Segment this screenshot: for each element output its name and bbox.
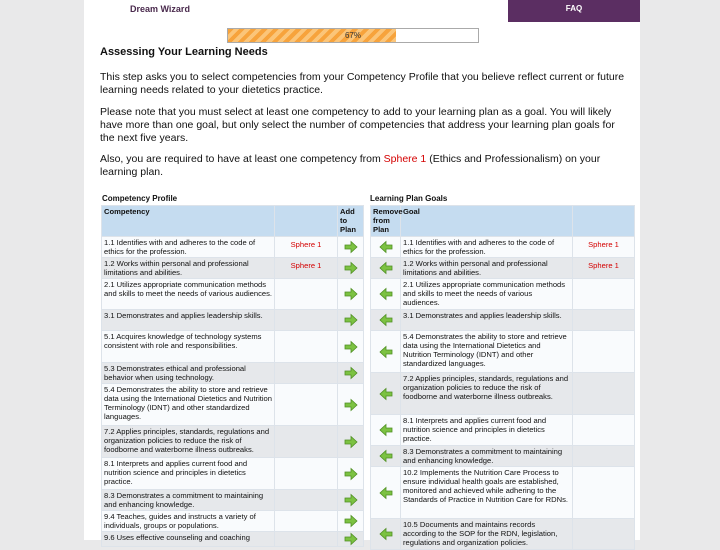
add-to-plan-button[interactable] [338,458,364,490]
app-title: Dream Wizard [130,4,190,14]
goals-header-row [371,206,635,237]
goal-row [371,237,635,258]
competency-row [102,237,364,258]
goal-row [371,258,635,279]
competency-profile-title: Competency Profile [102,194,178,203]
add-to-plan-button[interactable] [338,237,364,258]
sphere-label [275,384,338,426]
sphere-label: Sphere 1 [573,237,635,258]
sphere-label: Sphere 1 [573,258,635,279]
goal-text: 10.5 Documents and maintains records according to the SOP for the RDN, legislation, regulations and organization policies. [401,519,573,550]
remove-from-plan-button[interactable] [371,258,401,279]
remove-from-plan-button[interactable] [371,446,401,467]
sphere-label [275,458,338,490]
competency-text: 5.1 Acquires knowledge of technology systems consistent with role and responsibilities. [102,331,275,363]
competency-text: 5.3 Demonstrates ethical and professional behavior when using technology. [102,363,275,384]
add-to-plan-button[interactable] [338,363,364,384]
goal-text: 7.2 Applies principles, standards, regulations and organization policies to reduce the risk of foodborne and waterborne illness outbreaks. [401,373,573,415]
requirement-text-end: (Ethics and Professionalism) on your learning plan. [100,153,601,178]
sphere-label [573,310,635,331]
competency-profile-table [101,205,364,547]
competency-text: 1.2 Works within personal and professional limitations and abilities. [102,258,275,279]
remove-from-plan-button[interactable] [371,415,401,446]
sphere-label [275,310,338,331]
arrow-right-icon [344,289,358,298]
sphere-label [573,279,635,310]
remove-from-plan-button[interactable] [371,373,401,415]
column-header-competency: Competency [102,206,275,237]
sphere-label [275,490,338,511]
arrow-right-icon [344,400,358,409]
add-to-plan-button[interactable] [338,384,364,426]
progress-label: 67% [344,31,361,40]
goal-row [371,446,635,467]
column-header-sphere [573,206,635,237]
competency-row [102,490,364,511]
sphere-label [573,519,635,550]
requirement-paragraph [100,153,632,179]
sphere-label [573,331,635,373]
arrow-left-icon [379,529,393,538]
remove-from-plan-button[interactable] [371,279,401,310]
arrow-left-icon [379,315,393,324]
column-header-goal: Goal [401,206,573,237]
goal-row [371,415,635,446]
remove-from-plan-button[interactable] [371,331,401,373]
competency-text: 5.4 Demonstrates the ability to store and retrieve data using the International Dietetics and Nutrition Terminology (IDNT) and other standardized languages. [102,384,275,426]
goal-text: 5.4 Demonstrates the ability to store and retrieve data using the International Dietetics and Nutrition Terminology (IDNT) and other standardized languages. [401,331,573,373]
sphere-label [275,426,338,458]
add-to-plan-button[interactable] [338,331,364,363]
intro-paragraph: This step asks you to select competencies from your Competency Profile that you believe reflect current or future learning needs related to your dietetics practice. [100,71,625,96]
remove-from-plan-button[interactable] [371,310,401,331]
competency-text: 3.1 Demonstrates and applies leadership skills. [102,310,275,331]
goal-row [371,310,635,331]
goal-row [371,373,635,415]
competency-row [102,279,364,310]
competency-text: 2.1 Utilizes appropriate communication methods and skills to meet the needs of various audiences. [102,279,275,310]
profile-header-row [102,206,364,237]
learning-plan-goals-title: Learning Plan Goals [370,194,448,203]
competency-row [102,331,364,363]
add-to-plan-button[interactable] [338,279,364,310]
arrow-left-icon [379,389,393,398]
sphere-label: Sphere 1 [275,258,338,279]
note-paragraph: Please note that you must select at least one competency to add to your learning plan as a goal. You will likely have more than one goal, but only select the number of competencies that address your learning plan goals for the next five years. [100,106,615,144]
sphere-label [275,511,338,532]
requirement-text-start: Also, you are required to have at least one competency from [100,153,384,165]
sphere-label [275,532,338,547]
goal-row [371,467,635,519]
arrow-right-icon [344,315,358,324]
goal-text: 1.2 Works within personal and professional limitations and abilities. [401,258,573,279]
sphere-label [275,279,338,310]
sphere-1-link[interactable]: Sphere 1 [383,153,427,165]
competency-text: 8.3 Demonstrates a commitment to maintaining and enhancing knowledge. [102,490,275,511]
goal-text: 8.1 Interprets and applies current food and nutrition science and principles in dietetics practice. [401,415,573,446]
arrow-right-icon [344,368,358,377]
sphere-label [573,373,635,415]
goal-row [371,279,635,310]
competency-row [102,458,364,490]
competency-text: 9.6 Uses effective counseling and coaching [102,532,275,547]
goal-text: 1.1 Identifies with and adheres to the code of ethics for the profession. [401,237,573,258]
arrow-right-icon [344,516,358,525]
sphere-label: Sphere 1 [275,237,338,258]
learning-plan-goals-table [370,205,635,550]
goal-text: 8.3 Demonstrates a commitment to maintaining and enhancing knowledge. [401,446,573,467]
remove-from-plan-button[interactable] [371,237,401,258]
goal-row [371,519,635,550]
add-to-plan-button[interactable] [338,490,364,511]
add-to-plan-button[interactable] [338,511,364,532]
arrow-right-icon [344,263,358,272]
goal-text: 10.2 Implements the Nutrition Care Process to ensure individual health goals are established, monitored and achieved while adhering to the Standards of Practice in Nutrition Care for RDNs. [401,467,573,519]
goal-text: 2.1 Utilizes appropriate communication methods and skills to meet the needs of various audiences. [401,279,573,310]
competency-text: 7.2 Applies principles, standards, regulations and organization policies to reduce the risk of foodborne and waterborne illness outbreaks. [102,426,275,458]
competency-row [102,258,364,279]
arrow-right-icon [344,437,358,446]
column-header-add: Add to Plan [338,206,364,237]
remove-from-plan-button[interactable] [371,519,401,550]
competency-row [102,363,364,384]
competency-row [102,384,364,426]
add-to-plan-button[interactable] [338,426,364,458]
sphere-label [573,467,635,519]
add-to-plan-button[interactable] [338,532,364,547]
competency-row [102,511,364,532]
add-to-plan-button[interactable] [338,258,364,279]
add-to-plan-button[interactable] [338,310,364,331]
goal-row [371,331,635,373]
sphere-label [275,363,338,384]
arrow-right-icon [344,495,358,504]
remove-from-plan-button[interactable] [371,467,401,519]
competency-row [102,532,364,547]
arrow-left-icon [379,289,393,298]
arrow-left-icon [379,488,393,497]
arrow-left-icon [379,263,393,272]
column-header-remove: Remove from Plan [371,206,401,237]
sphere-label [573,415,635,446]
arrow-left-icon [379,451,393,460]
arrow-right-icon [344,469,358,478]
arrow-right-icon [344,342,358,351]
competency-text: 1.1 Identifies with and adheres to the code of ethics for the profession. [102,237,275,258]
progress-bar [227,28,479,43]
arrow-left-icon [379,242,393,251]
competency-row [102,426,364,458]
page-heading: Assessing Your Learning Needs [100,46,268,58]
arrow-left-icon [379,347,393,356]
arrow-right-icon [344,242,358,251]
goal-text: 3.1 Demonstrates and applies leadership skills. [401,310,573,331]
competency-text: 9.4 Teaches, guides and instructs a variety of individuals, groups or populations. [102,511,275,532]
faq-button[interactable]: FAQ [508,0,640,22]
arrow-left-icon [379,425,393,434]
arrow-right-icon [344,534,358,543]
sphere-label [275,331,338,363]
competency-row [102,310,364,331]
column-header-sphere [275,206,338,237]
competency-text: 8.1 Interprets and applies current food and nutrition science and principles in dietetics practice. [102,458,275,490]
sphere-label [573,446,635,467]
